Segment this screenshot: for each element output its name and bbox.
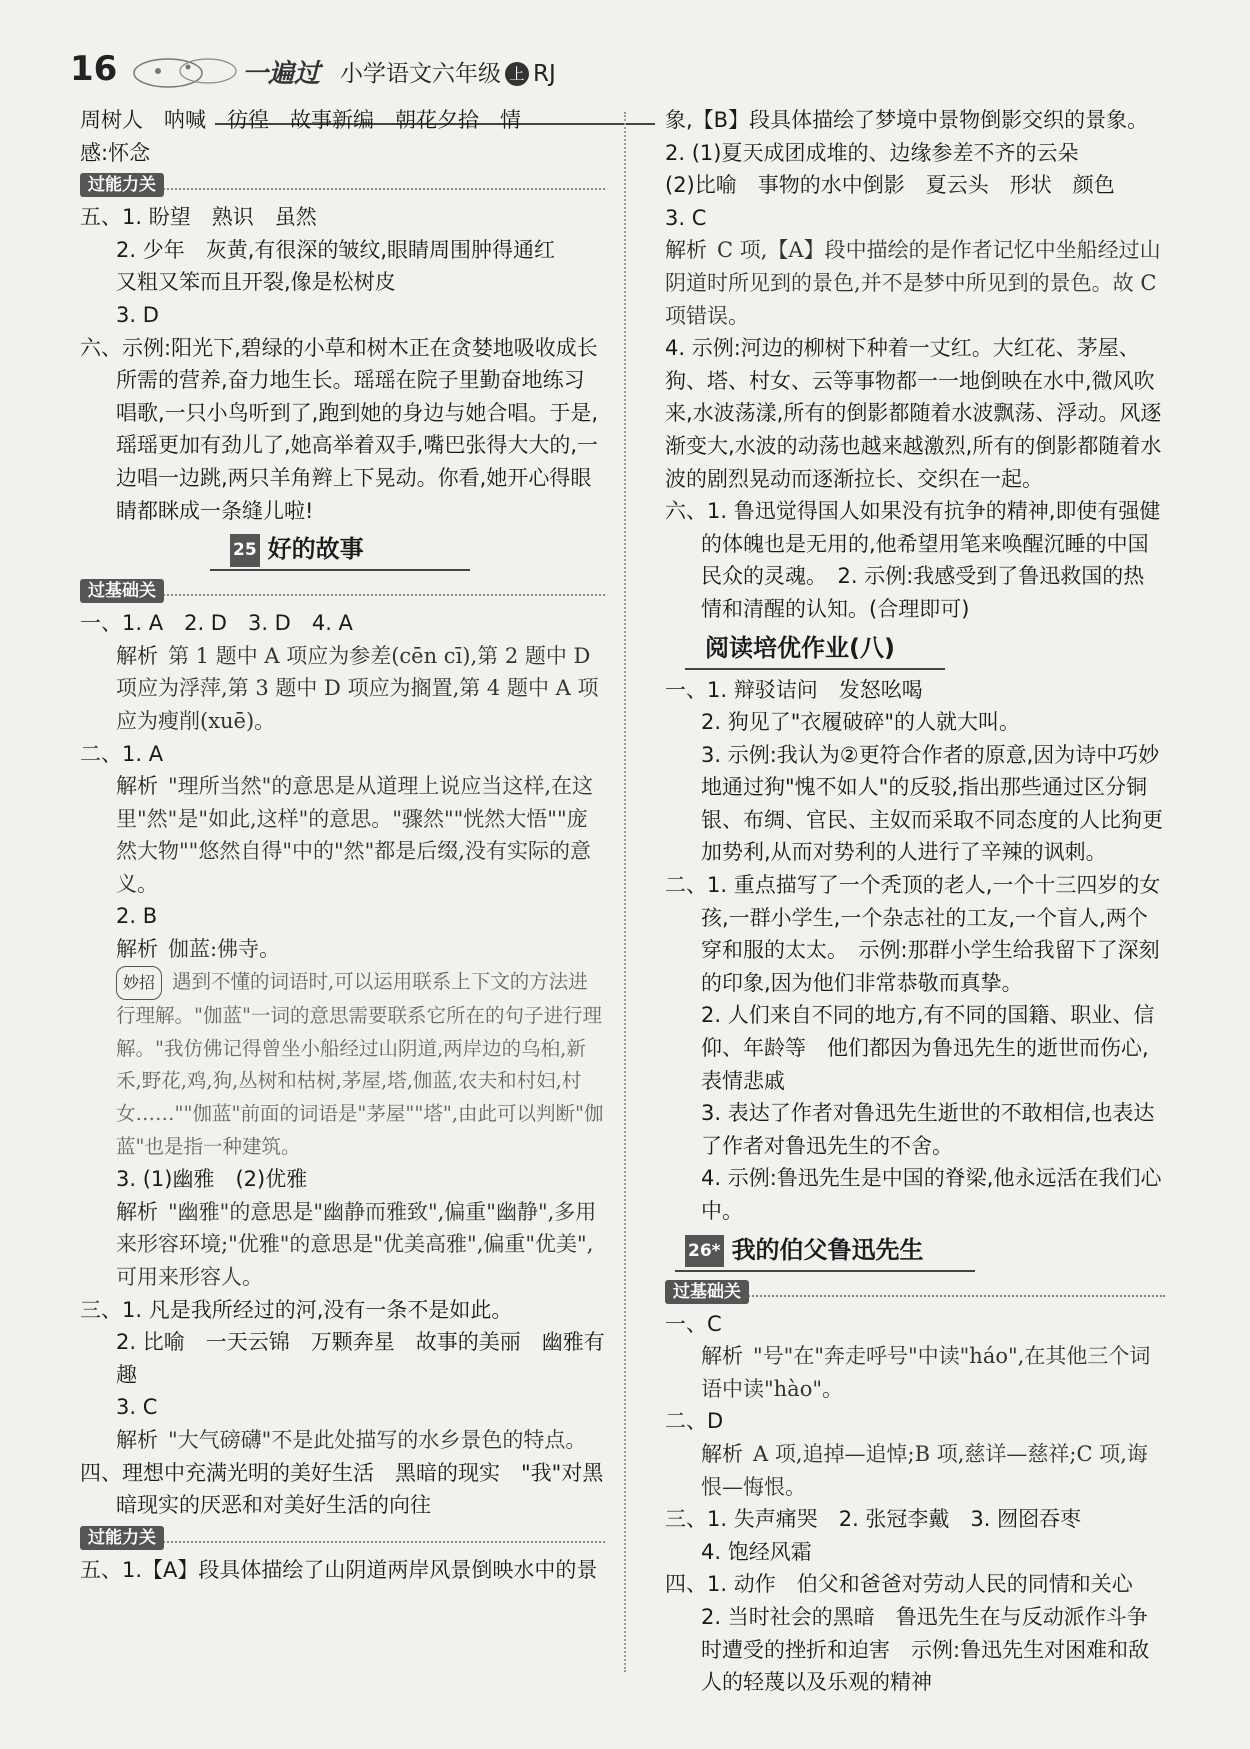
answer-line: 二、1. A xyxy=(80,741,164,766)
answer-line: 感:怀念 xyxy=(80,140,151,165)
tip-box: 妙招 遇到不懂的词语时,可以运用联系上下文的方法进行理解。"伽蓝"一词的意思需要联系它所在的句子进行理解。"我仿佛记得曾坐小船经过山阴道,两岸边的乌桕,新禾,野花,鸡,狗,丛树和枯树,茅屋,塔,伽蓝,农夫和村妇,村女……""伽蓝"前面的词语是"茅屋""塔",由此可以判断"伽蓝"也是指一种建筑。 xyxy=(80,966,605,1164)
answer-para: 四、理想中充满光明的美好生活 黑暗的现实 "我"对黑暗现实的厌恶和对美好生活的向往 xyxy=(80,1460,604,1518)
answer-para: 4. 示例:鲁迅先生是中国的脊梁,他永远活在我们心中。 xyxy=(701,1166,1162,1223)
answer-para: 2. 人们来自不同的地方,有不同的国籍、职业、信仰、年龄等 他们都因为鲁迅先生的逝世而伤心,表情悲戚 xyxy=(701,1003,1155,1093)
answer-line: 2. B xyxy=(116,904,158,929)
page-header xyxy=(70,45,590,95)
answer-line: 二、D xyxy=(665,1409,724,1434)
tip-label: 妙招 xyxy=(116,966,162,1001)
brand-logo: 一遍过 xyxy=(242,59,321,89)
answer-para: 六、示例:阳光下,碧绿的小草和树木正在贪婪地吸收成长所需的营养,奋力地生长。瑶瑶在院子里勤奋地练习唱歌,一只小鸟听到了,跑到她的身边与她合唱。于是,瑶瑶更加有劲儿了,她高举着双手,嘴巴张得大大的,一边唱一边跳,两只羊角辫上下晃动。你看,她开心得眼睛都眯成一条缝儿啦! xyxy=(80,335,599,523)
analysis: 解析 第 1 题中 A 项应为参差(cēn cī),第 2 题中 D 项应为浮萍,第 3 题中 D 项应为搁置,第 4 题中 A 项应为瘦削(xuē)。 xyxy=(116,643,599,733)
answer-para: 3. 表达了作者对鲁迅先生逝世的不敢相信,也表达了作者对鲁迅先生的不舍。 xyxy=(701,1101,1155,1158)
lesson-heading: 25 好的故事 xyxy=(80,527,605,575)
column-divider xyxy=(624,112,626,1672)
answer-line: 一、1. 辩驳诘问 发怒吆喝 xyxy=(665,677,923,702)
lesson-heading: 26* 我的伯父鲁迅先生 xyxy=(665,1228,1165,1276)
section-tag: 过基础关 xyxy=(665,1276,1165,1308)
answer-line: 2. 狗见了"衣履破碎"的人就大叫。 xyxy=(701,710,1021,735)
answer-line: 3. D xyxy=(116,302,159,327)
answer-line: 象,【B】段具体描绘了梦境中景物倒影交织的景象。 xyxy=(665,108,1149,132)
answer-line: 周树人 呐喊 彷徨 故事新编 朝花夕拾 情 xyxy=(80,108,521,132)
answer-para: 六、1. 鲁迅觉得国人如果没有抗争的精神,即使有强健的体魄也是无用的,他希望用笔来唤醒沉睡的中国民众的灵魂。 2. 示例:我感受到了鲁迅救国的热情和清醒的认知。(合理即可) xyxy=(665,499,1161,621)
answer-line: 2. (1)夏天成团成堆的、边缘参差不齐的云朵 xyxy=(665,140,1079,165)
analysis: 解析 "幽雅"的意思是"幽静而雅致",偏重"幽静",多用来形容环境;"优雅"的意思是"优美高雅",偏重"优美",可用来形容人。 xyxy=(116,1199,597,1289)
analysis: 解析 C 项,【A】段中描绘的是作者记忆中坐船经过山阴道时所见到的景色,并不是梦中所见到的景色。故 C 项错误。 xyxy=(665,238,1161,328)
section-tag: 过基础关 xyxy=(80,575,605,607)
answer-para: 2. 当时社会的黑暗 鲁迅先生在与反动派作斗争时遭受的挫折和迫害 示例:鲁迅先生对困难和敌人的轻蔑以及乐观的精神 xyxy=(701,1604,1150,1695)
answer-line: 2. 比喻 一天云锦 万颗奔星 故事的美丽 幽雅有趣 xyxy=(116,1330,605,1387)
answer-line: 2. 少年 灰黄,有很深的皱纹,眼睛周围肿得通红 xyxy=(116,237,556,262)
answer-line: 三、1. 凡是我所经过的河,没有一条不是如此。 xyxy=(80,1297,513,1322)
section-tag: 过能力关 xyxy=(80,169,605,201)
answer-para: 二、1. 重点描写了一个秃顶的老人,一个十三四岁的女孩,一群小学生,一个杂志社的工友,一个盲人,两个穿和服的太太。 示例:那群小学生给我留下了深刻的印象,因为他们非常恭敬而真挚。 xyxy=(665,873,1161,995)
answer-line: 一、C xyxy=(665,1311,722,1336)
section-tag: 过能力关 xyxy=(80,1522,605,1554)
answer-line: 四、1. 动作 伯父和爸爸对劳动人民的同情和关心 xyxy=(665,1572,1133,1597)
answer-line: 3. (1)幽雅 (2)优雅 xyxy=(116,1167,308,1192)
volume-badge: 上 xyxy=(505,62,529,86)
analysis: 解析 "号"在"奔走呼号"中读"háo",在其他三个词语中读"hào"。 xyxy=(701,1344,1151,1401)
right-column xyxy=(665,104,1165,1699)
reading-heading: 阅读培优作业(八) xyxy=(665,626,1165,674)
analysis: 解析 "理所当然"的意思是从道理上说应当这样,在这里"然"是"如此,这样"的意思。"骤然""恍然大悟""庞然大物""悠然自得"中的"然"都是后缀,没有实际的意义。 xyxy=(116,774,593,896)
answer-line: 3. C xyxy=(665,205,707,230)
answer-para: 4. 示例:河边的柳树下种着一丈红。大红花、茅屋、狗、塔、村女、云等事物都一一地倒映在水中,微风吹来,水波荡漾,所有的倒影都随着水波飘荡、浮动。风逐渐变大,水波的动荡也越来越激烈,所有的倒影都随着水波的剧烈晃动而逐渐拉长、交织在一起。 xyxy=(665,336,1162,491)
subject-title: 小学语文六年级 上 RJ xyxy=(340,61,556,87)
answer-line: 三、1. 失声痛哭 2. 张冠李戴 3. 囫囵吞枣 xyxy=(665,1507,1082,1532)
page-number: 16 xyxy=(70,49,118,89)
answer-line: 五、1.【A】段具体描绘了山阴道两岸风景倒映水中的景 xyxy=(80,1557,598,1582)
answer-line: 又粗又笨而且开裂,像是松树皮 xyxy=(116,270,396,295)
left-column xyxy=(80,104,605,1586)
answer-line: (2)比喻 事物的水中倒影 夏云头 形状 颜色 xyxy=(665,173,1115,198)
answer-line: 3. C xyxy=(116,1395,158,1420)
answer-line: 4. 饱经风霜 xyxy=(701,1539,812,1564)
analysis: 解析 伽蓝:佛寺。 xyxy=(116,937,281,962)
answer-line: 一、1. A 2. D 3. D 4. A xyxy=(80,611,353,636)
analysis: 解析 "大气磅礴"不是此处描写的水乡景色的特点。 xyxy=(116,1427,587,1452)
answer-para: 3. 示例:我认为②更符合作者的原意,因为诗中巧妙地通过狗"愧不如人"的反驳,指出那些通过区分铜银、布绸、官民、主奴而采取不同态度的人比狗更加势利,从而对势利的人进行了辛辣的讽刺。 xyxy=(701,742,1163,865)
analysis: 解析 A 项,追掉—追悼;B 项,慈详—慈祥;C 项,诲恨—悔恨。 xyxy=(701,1441,1148,1499)
answer-line: 五、1. 盼望 熟识 虽然 xyxy=(80,205,317,230)
